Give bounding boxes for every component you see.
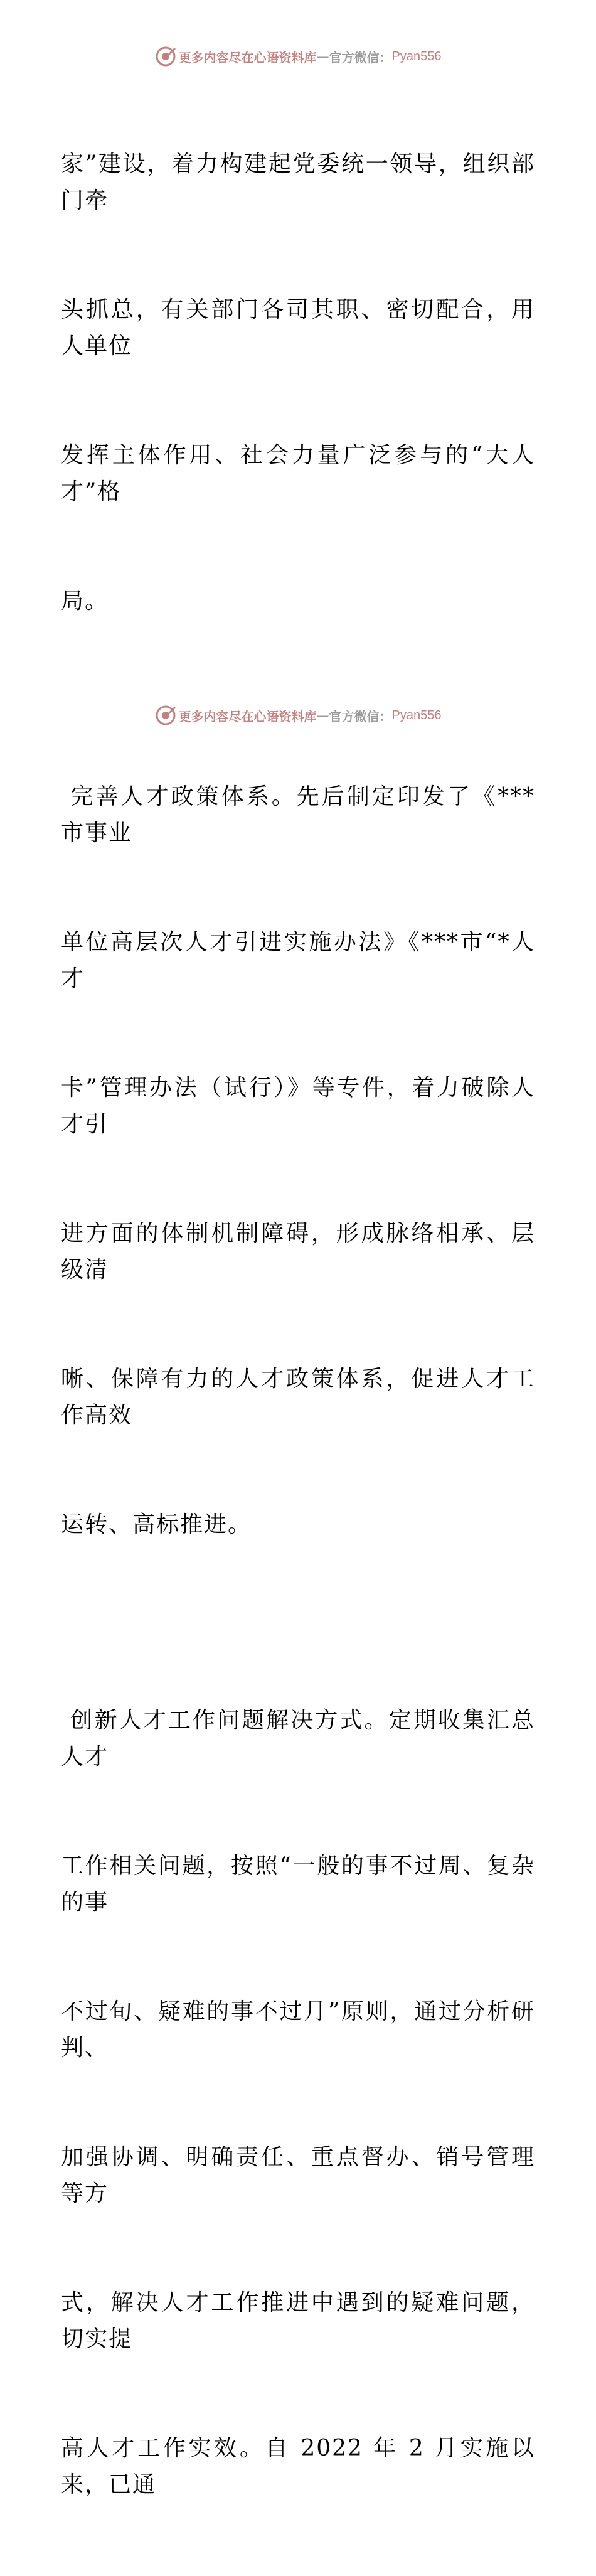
text-line: 发挥主体作用、社会力量广泛参与的“大人才”格 bbox=[61, 442, 535, 505]
text-line: 运转、高标推进。 bbox=[61, 1512, 252, 1537]
text-line: 式，解决人才工作推进中遇到的疑难问题，切实提 bbox=[61, 2290, 535, 2352]
text-line: 工作相关问题，按照“一般的事不过周、复杂的事 bbox=[61, 1853, 535, 1915]
text-line: 完善人才政策体系。先后制定印发了《***市事业 bbox=[61, 784, 535, 846]
text-line: 不过旬、疑难的事不过月”原则，通过分析研判、 bbox=[61, 1999, 535, 2061]
paragraph-2 bbox=[61, 706, 535, 1616]
document-body bbox=[61, 73, 535, 2576]
footer-watermark bbox=[0, 703, 596, 728]
text-line: 晰、保障有力的人才政策体系，促进人才工作高效 bbox=[61, 1366, 535, 1428]
watermark-sub-text: 官方微信： bbox=[329, 708, 392, 724]
text-line: 创新人才工作问题解决方式。定期收集汇总人才 bbox=[61, 1708, 535, 1770]
watermark-dash: — bbox=[316, 49, 329, 64]
watermark-wechat-id: Pyan556 bbox=[391, 708, 442, 722]
watermark-dash: — bbox=[316, 708, 329, 723]
paragraph-3 bbox=[61, 1630, 535, 2576]
text-line: 局。 bbox=[61, 588, 109, 614]
text-line: 单位高层次人才引进实施办法》《***市“*人才 bbox=[61, 929, 535, 991]
watermark-sub-text: 官方微信： bbox=[329, 50, 392, 65]
text-line: 高人才工作实效。自 2022 年 2 月实施以来，已通 bbox=[61, 2435, 535, 2498]
watermark-main-text: 更多内容尽在心语资料库 bbox=[178, 708, 317, 724]
pen-circle-logo-icon bbox=[155, 705, 176, 726]
text-line: 卡”管理办法（试行）》等专件，着力破除人才引 bbox=[61, 1075, 535, 1137]
paragraph-1 bbox=[61, 73, 535, 692]
watermark-main-text: 更多内容尽在心语资料库 bbox=[178, 50, 317, 65]
header-watermark bbox=[0, 44, 596, 69]
text-line: 家”建设，着力构建起党委统一领导，组织部门牵 bbox=[61, 151, 535, 213]
pen-circle-logo-icon bbox=[155, 46, 176, 67]
watermark-wechat-id: Pyan556 bbox=[391, 49, 442, 63]
text-line: 进方面的体制机制障碍，形成脉络相承、层级清 bbox=[61, 1221, 535, 1283]
text-line: 头抓总，有关部门各司其职、密切配合，用人单位 bbox=[61, 297, 535, 359]
text-line: 加强协调、明确责任、重点督办、销号管理等方 bbox=[61, 2144, 535, 2206]
